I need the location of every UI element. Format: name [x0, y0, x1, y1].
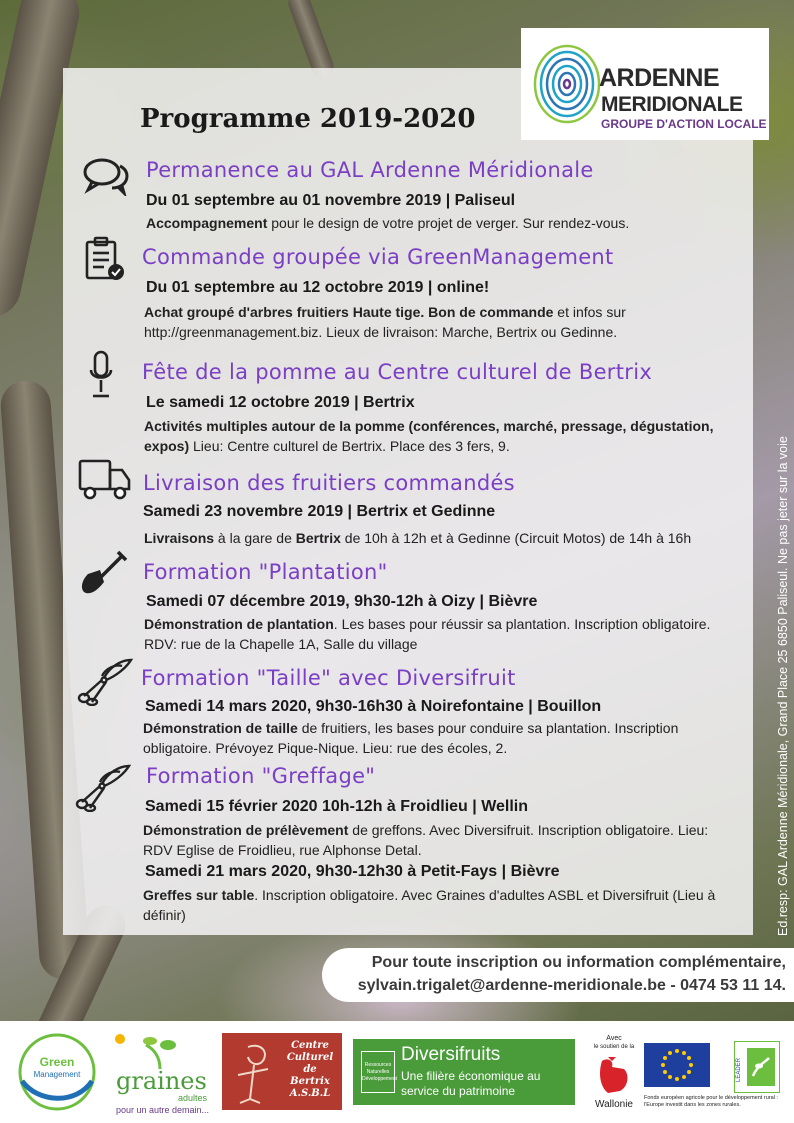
event-desc-text: de 10h à 12h et à Gedinne (Circuit Motos) de 14h à 16h — [340, 530, 692, 546]
event-desc-text: de greffons. Avec Diversifruit. Inscription obligatoire. Lieu: RDV Eglise de Froidlieu, rue Alphonse Detal. — [143, 822, 709, 858]
event-date: Samedi 14 mars 2020, 9h30-16h30 à Noirefontaine | Bouillon — [145, 698, 602, 715]
leader-text: LEADER — [736, 1057, 742, 1082]
event-title: Formation "Greffage" — [146, 764, 376, 788]
logo-text-meridionale: MERIDIONALE — [601, 93, 743, 116]
contact-box — [322, 948, 794, 1002]
event-title: Commande groupée via GreenManagement — [142, 245, 614, 269]
event-title: Formation "Taille" avec Diversifruit — [141, 666, 516, 690]
event-desc-text: de fruitiers, les bases pour conduire sa plantation. Inscription obligatoire. Prévoyez Pique-Nique. Lieu: rue des écoles, 2. — [143, 720, 679, 756]
figure-illustration-icon — [228, 1039, 278, 1105]
leader-plant-icon — [749, 1054, 773, 1080]
leader-logo — [734, 1041, 780, 1093]
green-management-logo — [18, 1033, 96, 1111]
sun-sprout-icon — [110, 1031, 210, 1071]
eu-caption — [644, 1095, 784, 1109]
event-desc-bold: Achat groupé d'arbres fruitiers Haute tige. Bon de commande — [144, 304, 554, 320]
event-description — [143, 820, 723, 860]
event-desc-text: à la gare de — [214, 530, 296, 546]
wallonie-soutien: le soutien de la — [593, 1044, 635, 1050]
diversifruits-line: Une filière économique au — [401, 1069, 541, 1083]
page-title: Programme 2019-2020 — [140, 104, 476, 134]
centre-culturel-text — [280, 1040, 340, 1100]
graines-tagline: pour un autre demain... — [116, 1105, 210, 1115]
diversifruits-text: Diversifruits — [401, 1044, 501, 1065]
event-description — [144, 416, 724, 456]
sponsor-footer — [0, 1021, 794, 1123]
pruning-shears-icon — [74, 762, 132, 812]
event-description — [144, 528, 744, 548]
diversifruits-logo — [353, 1039, 575, 1105]
microphone-icon — [88, 350, 114, 400]
graines-text: graines — [116, 1067, 207, 1095]
event-date: Du 01 septembre au 01 novembre 2019 | Paliseul — [146, 192, 516, 209]
event-date: Samedi 15 février 2020 10h-12h à Froidlieu | Wellin — [145, 798, 529, 815]
publisher-notice: Ed.resp: GAL Ardenne Méridionale, Grand Place 25 6850 Paliseul. Ne pas jeter sur la voie — [776, 436, 790, 936]
event-date: Samedi 21 mars 2020, 9h30-12h30 à Petit-Fays | Bièvre — [145, 863, 560, 880]
centre-line: de — [303, 1064, 317, 1075]
eu-flag — [644, 1043, 710, 1087]
event-desc-bold: Démonstration de plantation — [144, 616, 334, 632]
wallonie-logo — [588, 1035, 640, 1113]
logo-text-gal: GROUPE D'ACTION LOCALE — [601, 117, 767, 131]
event-description — [146, 213, 726, 233]
eu-caption-line: l'Europe investit dans les zones rurales. — [644, 1102, 741, 1108]
event-desc-text: . Inscription obligatoire. Avec Graines d'adultes ASBL et Diversifruit (Lieu à définir) — [143, 887, 716, 923]
event-date: Samedi 07 décembre 2019, 9h30-12h à Oizy | Bièvre — [146, 593, 538, 610]
clipboard-check-icon — [84, 236, 126, 282]
diversifruits-badge: Ressources Naturelles Développement — [361, 1051, 395, 1093]
event-desc-bold: Livraisons — [144, 530, 215, 546]
contact-details[interactable]: sylvain.trigalet@ardenne-meridionale.be - 0474 53 11 14. — [357, 977, 786, 994]
centre-line: A.S.B.L — [289, 1088, 331, 1099]
event-desc-bold: Démonstration de prélèvement — [143, 822, 349, 838]
eu-caption-line: Fonds européen agricole pour le développement rural : — [644, 1095, 778, 1101]
centre-line: Culturel — [286, 1052, 334, 1063]
logo-text-ardenne: ARDENNE — [599, 64, 720, 92]
event-title: Formation "Plantation" — [143, 560, 388, 584]
contact-intro: Pour toute inscription ou information complémentaire, — [371, 954, 786, 971]
event-description — [144, 302, 724, 342]
event-desc-bold: Bertrix — [295, 530, 341, 546]
green-management-text: Green — [39, 1055, 75, 1069]
event-date: Samedi 23 novembre 2019 | Bertrix et Gedinne — [143, 503, 496, 520]
chat-bubbles-icon — [82, 156, 130, 196]
wallonie-text: Wallonie — [595, 1099, 633, 1110]
event-title: Permanence au GAL Ardenne Méridionale — [146, 158, 594, 182]
event-desc-bold: Greffes sur table — [143, 887, 255, 903]
event-desc-bold: Activités multiples autour de la pomme (conférences, marché, pressage, dégustation, expos) — [144, 418, 714, 454]
delivery-truck-icon — [78, 458, 132, 502]
event-date: Le samedi 12 octobre 2019 | Bertrix — [146, 394, 415, 411]
event-desc-text: Lieu: Centre culturel de Bertrix. Place des 3 fers, 9. — [189, 438, 510, 454]
event-desc-text: pour le design de votre projet de verger. Sur rendez-vous. — [267, 215, 630, 231]
event-title: Livraison des fruitiers commandés — [143, 471, 515, 495]
event-date: Du 01 septembre au 12 octobre 2019 | online! — [146, 279, 490, 296]
event-description — [143, 718, 723, 758]
shovel-icon — [78, 548, 130, 600]
event-desc-bold: Démonstration de taille — [143, 720, 298, 736]
diversifruits-line: service du patrimoine — [401, 1084, 516, 1098]
centre-culturel-logo — [222, 1033, 342, 1110]
event-desc-text: et infos sur http://greenmanagement.biz. Lieux de livraison: Marche, Bertrix ou Gedinne. — [144, 304, 626, 340]
graines-adultes-logo — [110, 1031, 210, 1117]
event-description — [144, 614, 724, 654]
pruning-shears-icon — [76, 656, 134, 706]
green-management-subtext: Management — [33, 1070, 81, 1079]
rooster-icon — [594, 1055, 634, 1097]
diversifruits-tagline — [401, 1069, 540, 1099]
centre-line: Centre — [291, 1040, 329, 1051]
ardenne-meridionale-logo — [521, 28, 769, 140]
eu-stars-icon — [644, 1043, 710, 1087]
event-desc-text: . Les bases pour réussir sa plantation. Inscription obligatoire. RDV: rue de la Chapelle 1A, Salle du village — [144, 616, 711, 652]
event-description — [143, 885, 723, 925]
event-title: Fête de la pomme au Centre culturel de Bertrix — [142, 360, 653, 384]
wallonie-avec: Avec — [606, 1035, 622, 1042]
fingerprint-logo-icon — [531, 40, 603, 128]
event-desc-bold: Accompagnement — [146, 215, 268, 231]
graines-subtext: adultes — [178, 1093, 208, 1103]
centre-line: Bertrix — [290, 1076, 330, 1087]
